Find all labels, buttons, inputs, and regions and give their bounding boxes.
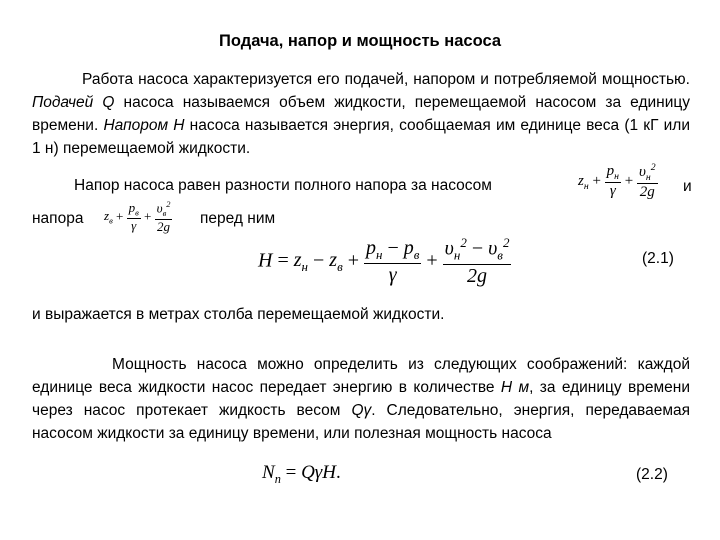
formula-head-after-pump: $z_н$ + $\frac{p_н}{\gamma}$ + $\frac{\upsilon_н^2}{2g}$ [578,162,656,201]
fraction-pressure-after: $\frac{p_н}{\gamma}$ [606,163,619,200]
fraction-velocity-after: $\frac{\upsilon_н^2}{2g}$ [638,162,656,201]
para2-term-energy: H м [500,379,530,396]
fraction-pressure-difference: $\frac{p_н - p_в}{\gamma}$ [366,236,420,286]
equation-2-2: $N_п = Q\gamma H$. [262,462,341,486]
fraction-pressure-before: $\frac{p_в}{\gamma}$ [128,199,139,233]
para2-text-1: Мощность насоса можно определить из следующих соображений: каждой единице веса жидкости насос передает энергию в количестве [32,356,690,396]
equation-number-2-2: (2.2) [636,466,668,483]
para1-text-3: насоса называется энергия, сообщаемая им единице веса (1 кГ или 1 н) перемещаемой жидкости. [32,117,690,157]
page-title: Подача, напор и мощность насоса [219,32,501,50]
before-it-text: перед ним [200,210,276,227]
paragraph-definitions [32,68,690,160]
formula-head-before-pump: $z_в$ + $\frac{p_в}{\gamma}$ + $\frac{\upsilon_в^2}{2g}$ [104,199,171,234]
fraction-velocity-difference: $\frac{\upsilon_н^2 - \upsilon_в^2}{2g}$ [444,235,510,287]
meters-column-text: и выражается в метрах столба перемещаемой жидкости. [32,306,445,323]
napora-label: напора [32,210,84,227]
para2-text-2: , за единицу времени через насос протекает жидкость весом [32,379,690,419]
equation-number-2-1: (2.1) [642,250,674,267]
fraction-velocity-before: $\frac{\upsilon_в^2}{2g}$ [156,199,171,234]
para1-text-1: Работа насоса характеризуется его подачей, напором и потребляемой мощностью. [82,71,690,88]
para1-term-flow: Подачей Q [32,94,115,111]
para1-text-2: насоса называемся объем жидкости, перемещаемой насосом за единицу времени. [32,94,690,134]
head-difference-text: Напор насоса равен разности полного напора за насосом [74,177,492,194]
conjunction-text: и [683,178,692,195]
paragraph-power [32,353,690,445]
para2-term-weight: Qγ [351,402,372,419]
equation-2-1: $H = z_н - z_в$ + $\frac{p_н - p_в}{\gamma}$ + $\frac{\upsilon_н^2 - \upsilon_в^2}{2g}$ [258,235,510,287]
para1-term-head: Напором H [103,117,185,134]
para2-text-3: . Следовательно, энергия, передаваемая насосом жидкости за единицу времени, или полезная мощность насоса [32,402,690,442]
